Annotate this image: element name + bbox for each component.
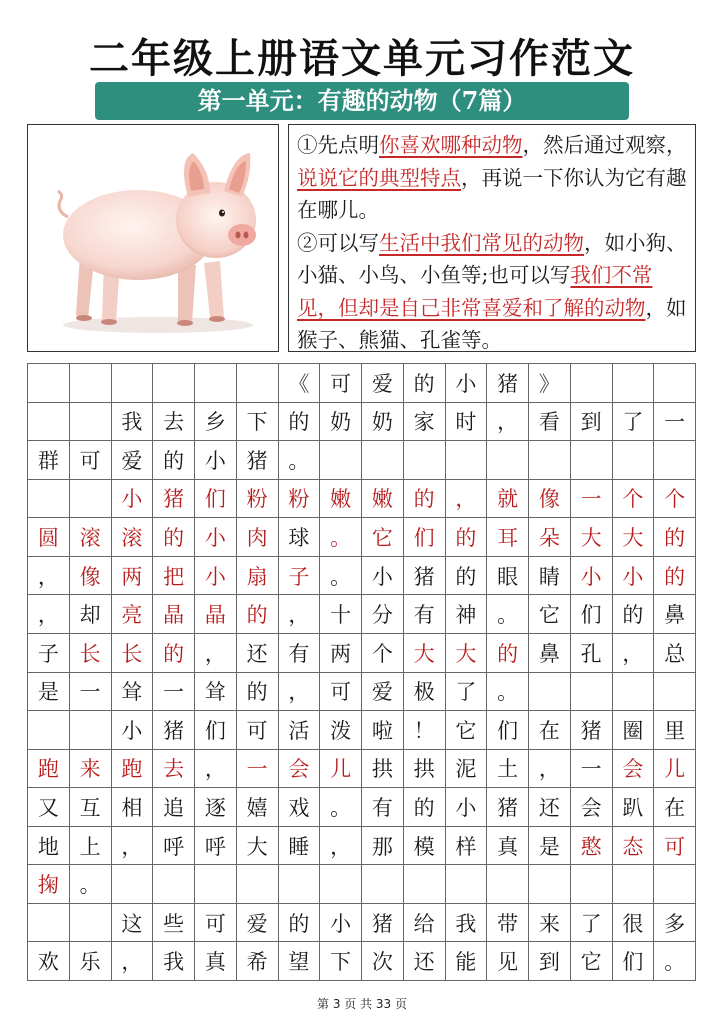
- grid-cell: 还: [529, 788, 571, 827]
- grid-cell: 乡: [195, 403, 237, 442]
- grid-cell: 真: [487, 827, 529, 866]
- grid-cell: 它: [571, 942, 613, 981]
- grid-cell: ！: [404, 711, 446, 750]
- grid-cell: 的: [404, 364, 446, 403]
- grid-cell: 。: [279, 441, 321, 480]
- grid-cell: 趴: [613, 788, 655, 827]
- tip-text: ②可以写: [297, 230, 379, 255]
- grid-cell: 就: [487, 480, 529, 519]
- grid-cell: 们: [195, 711, 237, 750]
- grid-cell: 扇: [237, 557, 279, 596]
- page-footer: 第 3 页 共 33 页: [317, 997, 407, 1011]
- grid-cell: ，: [28, 557, 70, 596]
- grid-cell: 猪: [153, 711, 195, 750]
- grid-cell: 看: [529, 403, 571, 442]
- grid-cell: 到: [529, 942, 571, 981]
- grid-cell: [654, 865, 696, 904]
- grid-cell: [529, 441, 571, 480]
- highlighted-phrase: 你喜欢哪种动物: [379, 133, 523, 157]
- grid-cell: 像: [529, 480, 571, 519]
- grid-cell: 儿: [654, 750, 696, 789]
- highlighted-phrase: 我们不常见，但却是自己非常喜爱和了解的动物: [297, 263, 653, 320]
- page-title: 二年级上册语文单元习作范文: [89, 35, 635, 82]
- grid-cell: [28, 403, 70, 442]
- grid-cell: [279, 865, 321, 904]
- grid-cell: 的: [279, 403, 321, 442]
- grid-cell: 奶: [362, 403, 404, 442]
- grid-cell: 耳: [487, 518, 529, 557]
- grid-cell: 可: [237, 711, 279, 750]
- grid-cell: 了: [571, 904, 613, 943]
- grid-cell: 活: [279, 711, 321, 750]
- grid-cell: 猪: [571, 711, 613, 750]
- grid-cell: 可: [654, 827, 696, 866]
- grid-cell: 晶: [195, 595, 237, 634]
- grid-cell: 了: [446, 673, 488, 712]
- tip-text: ①先点明: [297, 133, 379, 157]
- grid-cell: ，: [279, 595, 321, 634]
- grid-cell: [362, 865, 404, 904]
- grid-cell: 把: [153, 557, 195, 596]
- grid-cell: [613, 673, 655, 712]
- grid-cell: [487, 865, 529, 904]
- grid-cell: 下: [320, 942, 362, 981]
- grid-cell: 我: [112, 403, 154, 442]
- grid-cell: 有: [362, 788, 404, 827]
- grid-cell: 猪: [487, 364, 529, 403]
- grid-cell: [571, 364, 613, 403]
- grid-cell: 分: [362, 595, 404, 634]
- tip-text: ，然后通过观察，: [522, 133, 687, 157]
- highlighted-phrase: 生活中我们常见的动物: [379, 230, 584, 255]
- grid-cell: 里: [654, 711, 696, 750]
- grid-cell: 一: [654, 403, 696, 442]
- tip-paragraph-1: [297, 129, 687, 227]
- grid-cell: 。: [320, 518, 362, 557]
- grid-cell: 掬: [28, 865, 70, 904]
- grid-cell: 拱: [404, 750, 446, 789]
- grid-cell: 神: [446, 595, 488, 634]
- grid-cell: 会: [279, 750, 321, 789]
- grid-cell: [70, 904, 112, 943]
- grid-cell: 长: [112, 634, 154, 673]
- grid-cell: [237, 364, 279, 403]
- grid-cell: 我: [153, 942, 195, 981]
- unit-banner: 第一单元：有趣的动物（7篇）: [95, 82, 629, 120]
- grid-cell: [28, 711, 70, 750]
- grid-cell: [195, 364, 237, 403]
- grid-cell: 的: [404, 480, 446, 519]
- grid-cell: 十: [320, 595, 362, 634]
- grid-cell: ，: [446, 480, 488, 519]
- grid-cell: 睛: [529, 557, 571, 596]
- grid-cell: 给: [404, 904, 446, 943]
- grid-cell: 有: [404, 595, 446, 634]
- grid-cell: 相: [112, 788, 154, 827]
- grid-cell: ，: [112, 827, 154, 866]
- grid-cell: 态: [613, 827, 655, 866]
- grid-cell: 耸: [112, 673, 154, 712]
- grid-cell: 憨: [571, 827, 613, 866]
- grid-cell: 会: [613, 750, 655, 789]
- grid-cell: [320, 865, 362, 904]
- grid-cell: 在: [529, 711, 571, 750]
- grid-cell: 小: [112, 711, 154, 750]
- grid-cell: 小: [362, 557, 404, 596]
- grid-cell: 去: [153, 750, 195, 789]
- grid-cell: 猪: [153, 480, 195, 519]
- grid-cell: 能: [446, 942, 488, 981]
- grid-cell: 大: [404, 634, 446, 673]
- grid-cell: 滚: [112, 518, 154, 557]
- grid-cell: 又: [28, 788, 70, 827]
- grid-cell: 的: [446, 557, 488, 596]
- grid-cell: 睡: [279, 827, 321, 866]
- grid-cell: 。: [487, 673, 529, 712]
- grid-cell: 们: [487, 711, 529, 750]
- grid-cell: [404, 865, 446, 904]
- grid-cell: 《: [279, 364, 321, 403]
- grid-cell: 个: [362, 634, 404, 673]
- grid-cell: ，: [613, 634, 655, 673]
- grid-cell: 子: [28, 634, 70, 673]
- grid-cell: [654, 441, 696, 480]
- grid-cell: 一: [70, 673, 112, 712]
- grid-cell: 极: [404, 673, 446, 712]
- grid-cell: 来: [529, 904, 571, 943]
- grid-cell: 有: [279, 634, 321, 673]
- grid-cell: 肉: [237, 518, 279, 557]
- grid-cell: [654, 673, 696, 712]
- grid-cell: [112, 364, 154, 403]
- grid-cell: 到: [571, 403, 613, 442]
- grid-cell: 的: [487, 634, 529, 673]
- grid-cell: [28, 480, 70, 519]
- grid-cell: 互: [70, 788, 112, 827]
- grid-cell: [404, 441, 446, 480]
- grid-cell: 跑: [28, 750, 70, 789]
- grid-cell: [487, 441, 529, 480]
- grid-cell: 嫩: [320, 480, 362, 519]
- grid-cell: 还: [404, 942, 446, 981]
- grid-cell: 小: [195, 557, 237, 596]
- grid-cell: 多: [654, 904, 696, 943]
- grid-cell: [613, 865, 655, 904]
- grid-cell: 些: [153, 904, 195, 943]
- grid-cell: 群: [28, 441, 70, 480]
- grid-cell: 圈: [613, 711, 655, 750]
- grid-cell: 大: [237, 827, 279, 866]
- writing-tips-box: [288, 124, 696, 352]
- grid-cell: 可: [320, 364, 362, 403]
- grid-cell: ，: [112, 942, 154, 981]
- grid-cell: 》: [529, 364, 571, 403]
- grid-cell: [320, 441, 362, 480]
- grid-cell: 两: [320, 634, 362, 673]
- grid-cell: 望: [279, 942, 321, 981]
- grid-cell: 那: [362, 827, 404, 866]
- grid-cell: [613, 441, 655, 480]
- grid-cell: 们: [404, 518, 446, 557]
- grid-cell: 。: [320, 788, 362, 827]
- grid-cell: 眼: [487, 557, 529, 596]
- grid-cell: 它: [362, 518, 404, 557]
- grid-cell: [446, 441, 488, 480]
- grid-cell: 逐: [195, 788, 237, 827]
- grid-cell: [237, 865, 279, 904]
- grid-cell: 我: [446, 904, 488, 943]
- grid-cell: 球: [279, 518, 321, 557]
- tip-paragraph-2: [297, 227, 687, 357]
- grid-cell: [529, 865, 571, 904]
- grid-cell: 爱: [112, 441, 154, 480]
- grid-cell: 小: [571, 557, 613, 596]
- grid-cell: 拱: [362, 750, 404, 789]
- grid-cell: 小: [320, 904, 362, 943]
- grid-cell: 滚: [70, 518, 112, 557]
- grid-cell: 追: [153, 788, 195, 827]
- grid-cell: 下: [237, 403, 279, 442]
- grid-cell: 还: [237, 634, 279, 673]
- grid-cell: 是: [28, 673, 70, 712]
- grid-cell: 。: [487, 595, 529, 634]
- grid-cell: [70, 480, 112, 519]
- grid-cell: 鼻: [654, 595, 696, 634]
- grid-cell: 跑: [112, 750, 154, 789]
- grid-cell: [153, 865, 195, 904]
- grid-cell: [28, 364, 70, 403]
- grid-cell: 戏: [279, 788, 321, 827]
- grid-cell: [654, 364, 696, 403]
- grid-cell: 圆: [28, 518, 70, 557]
- grid-cell: 一: [571, 480, 613, 519]
- grid-cell: 土: [487, 750, 529, 789]
- grid-cell: 嬉: [237, 788, 279, 827]
- grid-cell: 猪: [362, 904, 404, 943]
- grid-cell: [195, 865, 237, 904]
- grid-cell: 的: [153, 634, 195, 673]
- pig-image-frame: [27, 124, 279, 352]
- grid-cell: ，: [279, 673, 321, 712]
- grid-cell: 欢: [28, 942, 70, 981]
- grid-cell: 猪: [487, 788, 529, 827]
- grid-cell: ，: [529, 750, 571, 789]
- grid-cell: 呼: [195, 827, 237, 866]
- grid-cell: 爱: [362, 364, 404, 403]
- grid-cell: 带: [487, 904, 529, 943]
- grid-cell: [153, 364, 195, 403]
- grid-cell: 们: [613, 942, 655, 981]
- grid-cell: 去: [153, 403, 195, 442]
- grid-cell: 上: [70, 827, 112, 866]
- grid-cell: [571, 441, 613, 480]
- grid-cell: [70, 403, 112, 442]
- grid-cell: 亮: [112, 595, 154, 634]
- grid-cell: 奶: [320, 403, 362, 442]
- grid-cell: 小: [613, 557, 655, 596]
- grid-cell: 的: [279, 904, 321, 943]
- grid-cell: [571, 673, 613, 712]
- grid-cell: 的: [613, 595, 655, 634]
- grid-cell: ，: [195, 634, 237, 673]
- grid-cell: 次: [362, 942, 404, 981]
- grid-cell: 它: [446, 711, 488, 750]
- grid-cell: 像: [70, 557, 112, 596]
- grid-cell: ，: [28, 595, 70, 634]
- grid-cell: 它: [529, 595, 571, 634]
- grid-cell: 的: [654, 557, 696, 596]
- grid-cell: 爱: [362, 673, 404, 712]
- grid-cell: 的: [153, 441, 195, 480]
- highlighted-phrase: 说说它的典型特点: [297, 165, 461, 190]
- grid-cell: 的: [404, 788, 446, 827]
- grid-cell: 的: [237, 595, 279, 634]
- grid-cell: [362, 441, 404, 480]
- grid-cell: 大: [571, 518, 613, 557]
- grid-cell: 啦: [362, 711, 404, 750]
- grid-cell: 这: [112, 904, 154, 943]
- grid-cell: 泼: [320, 711, 362, 750]
- grid-cell: 来: [70, 750, 112, 789]
- grid-cell: 小: [446, 788, 488, 827]
- grid-cell: 小: [195, 518, 237, 557]
- grid-cell: 呼: [153, 827, 195, 866]
- tip-text: ，如猴子、熊猫、孔雀等。: [297, 295, 687, 352]
- grid-cell: 可: [70, 441, 112, 480]
- grid-cell: 乐: [70, 942, 112, 981]
- grid-cell: 在: [654, 788, 696, 827]
- grid-cell: 鼻: [529, 634, 571, 673]
- grid-cell: 爱: [237, 904, 279, 943]
- grid-cell: 泥: [446, 750, 488, 789]
- grid-cell: 一: [153, 673, 195, 712]
- grid-cell: 可: [320, 673, 362, 712]
- grid-cell: 模: [404, 827, 446, 866]
- grid-cell: 见: [487, 942, 529, 981]
- grid-cell: 个: [654, 480, 696, 519]
- grid-cell: [446, 865, 488, 904]
- grid-cell: 大: [446, 634, 488, 673]
- tip-text: ，如小狗、小猫、小鸟、小鱼等;也可以写: [297, 230, 687, 287]
- grid-cell: 样: [446, 827, 488, 866]
- grid-cell: 一: [571, 750, 613, 789]
- grid-cell: 一: [237, 750, 279, 789]
- grid-cell: 小: [195, 441, 237, 480]
- grid-cell: 小: [112, 480, 154, 519]
- grid-cell: ，: [487, 403, 529, 442]
- grid-cell: 粉: [279, 480, 321, 519]
- grid-cell: 两: [112, 557, 154, 596]
- grid-cell: 家: [404, 403, 446, 442]
- grid-cell: 。: [654, 942, 696, 981]
- grid-cell: 却: [70, 595, 112, 634]
- grid-cell: 们: [195, 480, 237, 519]
- grid-cell: 儿: [320, 750, 362, 789]
- grid-cell: [28, 904, 70, 943]
- grid-cell: 可: [195, 904, 237, 943]
- grid-cell: ，: [320, 827, 362, 866]
- grid-cell: [70, 364, 112, 403]
- grid-cell: 的: [237, 673, 279, 712]
- grid-cell: 总: [654, 634, 696, 673]
- grid-cell: 晶: [153, 595, 195, 634]
- pig-illustration-icon: [28, 125, 277, 350]
- grid-cell: 子: [279, 557, 321, 596]
- grid-cell: 了: [613, 403, 655, 442]
- grid-cell: 耸: [195, 673, 237, 712]
- grid-cell: 猪: [404, 557, 446, 596]
- grid-cell: 真: [195, 942, 237, 981]
- grid-cell: [529, 673, 571, 712]
- grid-cell: [112, 865, 154, 904]
- grid-cell: 。: [320, 557, 362, 596]
- grid-cell: 是: [529, 827, 571, 866]
- grid-cell: [613, 364, 655, 403]
- grid-cell: 朵: [529, 518, 571, 557]
- grid-cell: 小: [446, 364, 488, 403]
- grid-cell: 的: [446, 518, 488, 557]
- grid-cell: ，: [195, 750, 237, 789]
- grid-cell: 孔: [571, 634, 613, 673]
- grid-cell: 猪: [237, 441, 279, 480]
- grid-cell: 的: [654, 518, 696, 557]
- essay-writing-grid: [27, 363, 696, 981]
- grid-cell: 会: [571, 788, 613, 827]
- grid-cell: 长: [70, 634, 112, 673]
- grid-cell: 个: [613, 480, 655, 519]
- grid-cell: 们: [571, 595, 613, 634]
- grid-cell: 希: [237, 942, 279, 981]
- grid-cell: 时: [446, 403, 488, 442]
- grid-cell: 的: [153, 518, 195, 557]
- grid-cell: [70, 711, 112, 750]
- grid-cell: 。: [70, 865, 112, 904]
- grid-cell: 嫩: [362, 480, 404, 519]
- grid-cell: 地: [28, 827, 70, 866]
- grid-cell: 大: [613, 518, 655, 557]
- grid-cell: 粉: [237, 480, 279, 519]
- grid-cell: [571, 865, 613, 904]
- tip-text: ，再说一下你认为它有趣在哪儿。: [297, 165, 687, 222]
- grid-cell: 很: [613, 904, 655, 943]
